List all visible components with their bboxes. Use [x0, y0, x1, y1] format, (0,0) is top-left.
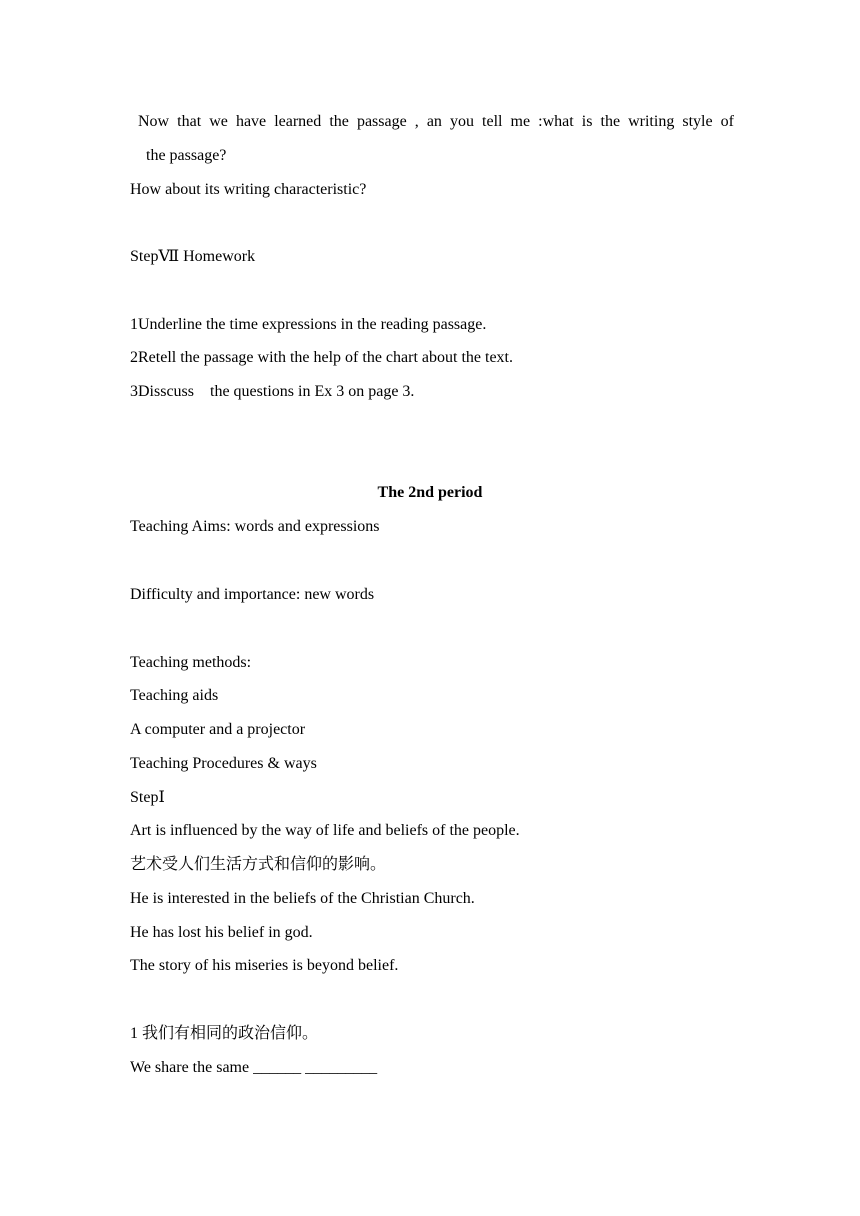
question-line-2: the passage?: [146, 147, 227, 164]
step1-heading: StepⅠ: [130, 789, 165, 806]
question-line-1: Now that we have learned the passage , an you tell me :what is the writing style of: [138, 113, 734, 130]
teaching-aids-value: A computer and a projector: [130, 721, 306, 738]
exercise-answer-line: We share the same ______ _________: [130, 1059, 378, 1076]
teaching-aims: Teaching Aims: words and expressions: [130, 518, 380, 535]
homework-item-1: 1Underline the time expressions in the reading passage.: [130, 316, 487, 333]
teaching-aids-label: Teaching aids: [130, 687, 219, 704]
step7-heading: StepⅦ Homework: [130, 248, 256, 265]
example-sentence-1-translation: 艺术受人们生活方式和信仰的影响。: [130, 856, 387, 873]
exercise-prompt: 1 我们有相同的政治信仰。: [130, 1025, 319, 1042]
homework-item-3: 3Disscuss the questions in Ex 3 on page 3.: [130, 383, 415, 400]
homework-item-2: 2Retell the passage with the help of the chart about the text.: [130, 349, 513, 366]
example-sentence-3: He has lost his belief in god.: [130, 924, 313, 941]
teaching-methods: Teaching methods:: [130, 654, 252, 671]
question-2: How about its writing characteristic?: [130, 181, 367, 198]
period-title: The 2nd period: [377, 484, 483, 501]
example-sentence-4: The story of his miseries is beyond belief.: [130, 957, 399, 974]
teaching-procedures: Teaching Procedures & ways: [130, 755, 317, 772]
example-sentence-2: He is interested in the beliefs of the Christian Church.: [130, 890, 475, 907]
example-sentence-1: Art is influenced by the way of life and beliefs of the people.: [130, 822, 520, 839]
difficulty: Difficulty and importance: new words: [130, 586, 375, 603]
